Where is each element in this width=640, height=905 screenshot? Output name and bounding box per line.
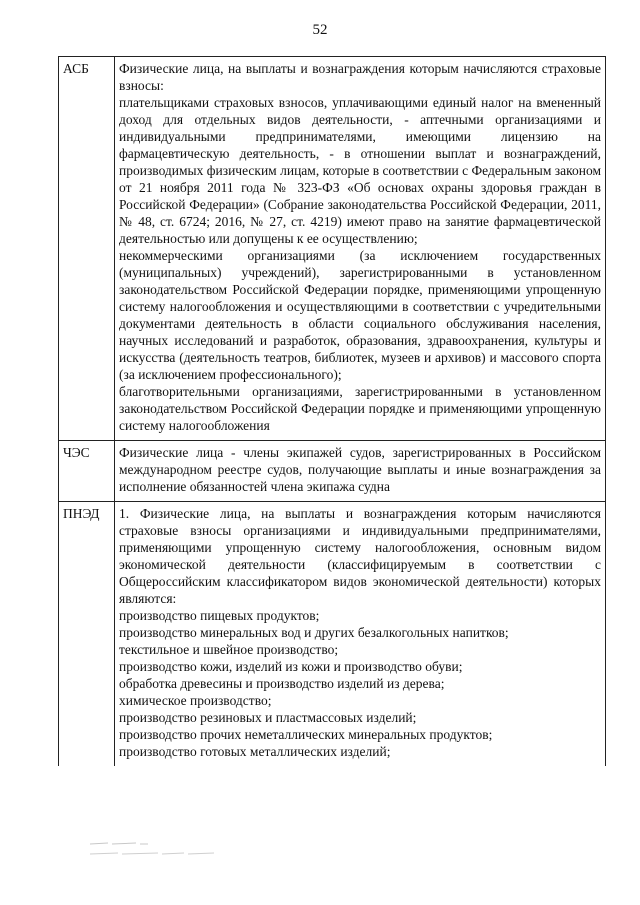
description-paragraph: производство кожи, изделий из кожи и производство обуви;: [119, 659, 463, 674]
description-paragraph: текстильное и швейное производство;: [119, 642, 339, 657]
category-codes-table: [58, 56, 606, 766]
table-row: [59, 57, 606, 441]
description-paragraph: производство прочих неметаллических минеральных продуктов;: [119, 727, 493, 742]
description-paragraph: обработка древесины и производство изделий из дерева;: [119, 676, 445, 691]
description-paragraph: производство минеральных вод и других безалкогольных напитков;: [119, 625, 509, 640]
description-paragraph: Физические лица, на выплаты и вознаграждения которым начисляются страховые взносы:: [119, 61, 601, 93]
description-cell: [115, 441, 606, 502]
code-cell: ПНЭД: [59, 502, 115, 767]
table-row: [59, 502, 606, 767]
description-paragraph: химическое производство;: [119, 693, 272, 708]
description-cell: [115, 57, 606, 441]
code-cell: АСБ: [59, 57, 115, 441]
description-paragraph: благотворительными организациями, зарегистрированными в установленном законодательством Российской Федерации порядке и применяющими упрощенную систему налогообложения: [119, 384, 601, 433]
page-number: 52: [312, 22, 328, 38]
faint-stamp-mark: [88, 838, 218, 863]
description-paragraph: производство пищевых продуктов;: [119, 608, 320, 623]
description-paragraph: некоммерческими организациями (за исключением государственных (муниципальных) учреждений), зарегистрированными в установленном законодательством Российской Федерации порядке, применяющими упрощенную систему налогообложения и осуществляющими в соответствии с учредительными документами деятельность в области социального обслуживания населения, научных исследований и разработок, образования, здравоохранения, культуры и искусства (деятельность театров, библиотек, музеев и архивов) и массового спорта (за исключением профессионального);: [119, 248, 601, 382]
description-paragraph: 1. Физические лица, на выплаты и вознаграждения которым начисляются страховые взносы организациями и индивидуальными предпринимателями, применяющими упрощенную систему налогообложения, основным видом экономической деятельности (классифицируемым в соответствии с Общероссийским классификатором видов экономической деятельности) которых являются:: [119, 506, 601, 606]
code-cell: ЧЭС: [59, 441, 115, 502]
description-paragraph: плательщиками страховых взносов, уплачивающими единый налог на вмененный доход для отдельных видов деятельности, - аптечными организациями и индивидуальными предпринимателями, имеющими лицензию на фармацевтическую деятельность, - в отношении выплат и вознаграждений, производимых физическим лицам, которые в соответствии с Федеральным законом от 21 ноября 2011 года № 323-ФЗ «Об основах охраны здоровья граждан в Российской Федерации» (Собрание законодательства Российской Федерации, 2011, № 48, ст. 6724; 2016, № 27, ст. 4219) имеют право на занятие фармацевтической деятельностью или допущены к ее осуществлению;: [119, 95, 601, 246]
description-paragraph: производство готовых металлических изделий;: [119, 744, 391, 759]
description-paragraph: Физические лица - члены экипажей судов, зарегистрированных в Российском международном реестре судов, получающие выплаты и иные вознаграждения за исполнение обязанностей члена экипажа судна: [119, 445, 601, 494]
faint-stamp-icon: [88, 838, 218, 860]
description-cell: [115, 502, 606, 767]
description-paragraph: производство резиновых и пластмассовых изделий;: [119, 710, 417, 725]
table-row: [59, 441, 606, 502]
